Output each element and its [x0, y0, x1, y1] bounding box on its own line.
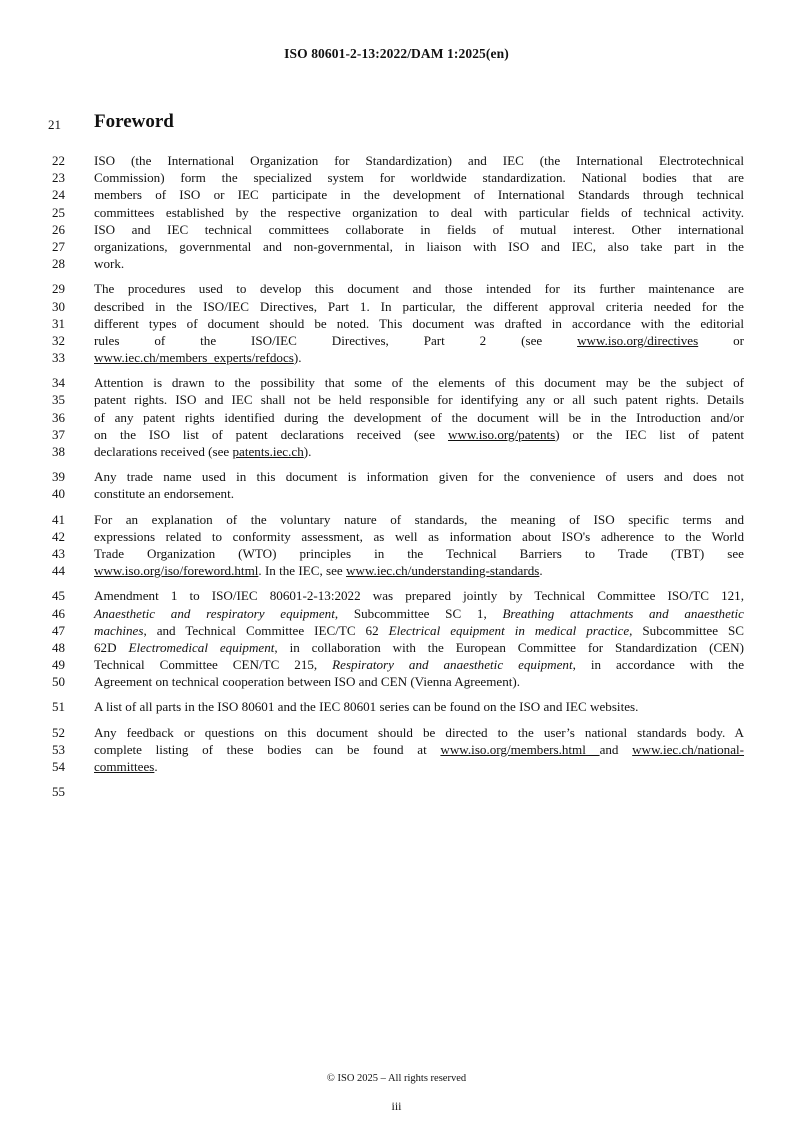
text-segment: declarations received (see — [94, 444, 233, 459]
text-segment: . In the IEC, see — [258, 563, 347, 579]
line-number: 30 — [52, 298, 65, 314]
text-segment: complete listing of these bodies can be found at — [94, 741, 441, 757]
line-text — [94, 332, 744, 349]
line-number: 49 — [52, 657, 65, 673]
text-line — [0, 639, 793, 656]
text-segment: rules of the ISO/IEC Directives, Part 2 (see — [94, 332, 578, 348]
text-line — [0, 315, 793, 332]
paragraph — [0, 511, 793, 580]
line-text — [94, 374, 744, 391]
paragraph — [0, 374, 793, 460]
line-number: 27 — [52, 238, 65, 254]
text-line — [0, 221, 793, 238]
line-text — [94, 528, 744, 545]
text-line — [0, 298, 793, 315]
text-line — [0, 511, 793, 528]
line-text — [94, 391, 744, 408]
line-number: 52 — [52, 724, 65, 740]
text-line — [0, 562, 793, 579]
line-text — [94, 426, 744, 443]
hyperlink[interactable]: www.iso.org/iso/foreword.html — [94, 563, 259, 579]
text-line — [0, 238, 793, 255]
text-segment: A list of all parts in the ISO 80601 and the IEC 80601 series can be found on the ISO and IEC websites. — [94, 699, 639, 715]
line-number: 47 — [52, 622, 65, 638]
italic-text: machines — [94, 622, 144, 638]
text-line — [0, 204, 793, 221]
text-line — [0, 605, 793, 622]
hyperlink[interactable]: www.iec.ch/national- — [632, 741, 745, 757]
line-number: 24 — [52, 187, 65, 203]
line-text — [94, 622, 744, 639]
text-line — [0, 528, 793, 545]
text-segment: , Subcommittee SC — [629, 622, 745, 638]
text-line — [0, 374, 793, 391]
text-segment: Trade Organization (WTO) principles in the Technical Barriers to Trade (TBT) see — [94, 545, 744, 561]
paragraph — [0, 152, 793, 272]
text-segment: , in accordance with the — [572, 657, 745, 673]
line-number: 38 — [52, 444, 65, 459]
text-line — [0, 587, 793, 604]
text-segment: ) or the IEC list of patent — [555, 426, 745, 442]
line-number: 36 — [52, 409, 65, 425]
text-line — [0, 169, 793, 186]
text-segment: . — [539, 563, 543, 579]
text-segment: Any feedback or questions on this document should be directed to the user’s national standards body. A — [94, 724, 744, 740]
text-segment: ISO and IEC technical committees collaborate in fields of mutual interest. Other international — [94, 221, 744, 237]
line-text — [94, 605, 744, 622]
line-number: 42 — [52, 528, 65, 544]
text-segment: Any trade name used in this document is information given for the convenience of users and does not — [94, 469, 744, 485]
text-line — [0, 724, 793, 741]
text-line — [0, 622, 793, 639]
italic-text: Breathing attachments and anaesthetic — [502, 605, 744, 621]
text-segment: The procedures used to develop this document and those intended for its further maintenance are — [94, 281, 744, 297]
line-number: 29 — [52, 281, 65, 297]
line-number: 55 — [52, 784, 65, 800]
text-line — [0, 741, 793, 758]
line-number: 33 — [52, 350, 65, 366]
line-number: 53 — [52, 741, 65, 757]
line-number: 50 — [52, 674, 65, 690]
text-segment: , Subcommittee SC 1, — [334, 605, 503, 621]
text-segment: constitute an endorsement. — [94, 486, 234, 502]
line-number: 46 — [52, 605, 65, 621]
line-number: 40 — [52, 486, 65, 502]
line-text — [94, 741, 744, 758]
text-segment: ISO (the International Organization for Standardization) and IEC (the International Electrotechnical — [94, 153, 744, 168]
text-segment: Commission) form the specialized system for worldwide standardization. National bodies that are — [94, 170, 744, 186]
italic-text: Electrical equipment in medical practice — [388, 622, 630, 638]
line-number: 22 — [52, 153, 65, 168]
line-text — [94, 511, 744, 528]
text-segment: or — [698, 332, 744, 348]
line-text — [94, 724, 744, 741]
line-text — [94, 698, 744, 715]
paragraph — [0, 698, 793, 715]
line-number: 43 — [52, 545, 65, 561]
hyperlink[interactable]: www.iec.ch/members_experts/refdocs — [94, 350, 294, 366]
hyperlink[interactable]: committees — [94, 759, 155, 774]
line-text — [94, 349, 744, 366]
line-number: 41 — [52, 511, 65, 527]
text-segment: committees established by the respective organization to deal with particular fields of technical activity. — [94, 204, 744, 220]
paragraph — [0, 280, 793, 366]
hyperlink[interactable]: patents.iec.ch — [232, 444, 304, 459]
text-line — [0, 391, 793, 408]
text-segment: of any patent rights identified during the development of the document will be in the Introduction and/or — [94, 409, 744, 425]
line-text — [94, 485, 744, 502]
line-number: 37 — [52, 426, 65, 442]
line-text — [94, 280, 744, 297]
line-number: 35 — [52, 392, 65, 408]
line-number: 23 — [52, 170, 65, 186]
line-number: 21 — [48, 117, 61, 132]
text-segment: work. — [94, 256, 125, 272]
line-number: 44 — [52, 563, 65, 579]
text-segment: For an explanation of the voluntary nature of standards, the meaning of ISO specific terms and — [94, 511, 744, 527]
text-segment: ). — [303, 444, 312, 459]
text-line — [0, 409, 793, 426]
text-line — [0, 443, 793, 460]
line-text — [94, 758, 744, 775]
line-text — [94, 545, 744, 562]
line-number: 34 — [52, 375, 65, 391]
line-number: 28 — [52, 256, 65, 272]
text-line — [0, 426, 793, 443]
text-line — [0, 485, 793, 502]
text-segment: , and Technical Committee IEC/TC 62 — [143, 622, 389, 638]
line-text — [94, 204, 744, 221]
line-text — [94, 673, 744, 690]
paragraph — [0, 468, 793, 502]
text-segment: patent rights. ISO and IEC shall not be held responsible for identifying any or all such patent rights. Details — [94, 392, 744, 408]
paragraph — [0, 783, 793, 800]
line-text — [94, 562, 744, 579]
italic-text: Anaesthetic and respiratory equipment — [94, 605, 335, 621]
text-segment: . — [154, 759, 158, 774]
text-segment: , in collaboration with the European Committee for Standardization (CEN) — [274, 639, 744, 655]
line-number: 32 — [52, 332, 65, 348]
section-title: Foreword — [94, 111, 174, 132]
text-segment: and — [599, 741, 633, 757]
line-text — [94, 152, 744, 169]
text-line — [0, 468, 793, 485]
text-line — [0, 758, 793, 775]
text-segment: Attention is drawn to the possibility that some of the elements of this document may be the subject of — [94, 375, 744, 391]
foreword-heading — [0, 111, 793, 137]
foreword-body — [0, 152, 793, 808]
line-number: 26 — [52, 221, 65, 237]
line-text — [94, 315, 744, 332]
copyright-footer: © ISO 2025 – All rights reserved — [326, 1073, 467, 1084]
document-header: ISO 80601-2-13:2022/DAM 1:2025(en) — [284, 46, 509, 61]
text-line — [0, 783, 793, 800]
hyperlink[interactable]: www.iec.ch/understanding-standards — [346, 563, 540, 579]
paragraph — [0, 724, 793, 776]
paragraph — [0, 587, 793, 690]
hyperlink[interactable]: www.iso.org/patents — [447, 426, 556, 442]
line-text — [94, 443, 744, 460]
line-text — [94, 221, 744, 238]
line-text — [94, 169, 744, 186]
line-text — [94, 186, 744, 203]
line-number: 31 — [52, 315, 65, 331]
line-text — [94, 468, 744, 485]
hyperlink[interactable]: www.iso.org/directives — [577, 332, 699, 348]
text-segment: Amendment 1 to ISO/IEC 80601-2-13:2022 was prepared jointly by Technical Committee ISO/TC 121, — [94, 588, 744, 604]
text-line — [0, 332, 793, 349]
line-text — [94, 298, 744, 315]
line-text — [94, 587, 744, 604]
text-segment: ). — [293, 350, 302, 366]
line-text — [94, 409, 744, 426]
text-segment: organizations, governmental and non-governmental, in liaison with ISO and IEC, also take part in the — [94, 238, 744, 254]
line-number: 54 — [52, 759, 65, 774]
italic-text: Respiratory and anaesthetic equipment — [332, 657, 573, 673]
line-number: 39 — [52, 469, 65, 485]
text-segment: described in the ISO/IEC Directives, Part 1. In particular, the different approval criteria needed for the — [94, 298, 744, 314]
text-line — [0, 280, 793, 297]
italic-text: Electromedical equipment — [128, 639, 275, 655]
line-text — [94, 238, 744, 255]
line-text — [94, 639, 744, 656]
text-segment: different types of document should be noted. This document was drafted in accordance with the editorial — [94, 315, 744, 331]
text-line — [0, 545, 793, 562]
text-segment: Agreement on technical cooperation between ISO and CEN (Vienna Agreement). — [94, 674, 521, 690]
line-number: 25 — [52, 204, 65, 220]
hyperlink[interactable]: www.iso.org/members.html — [440, 741, 600, 757]
line-number: 48 — [52, 639, 65, 655]
text-line — [0, 186, 793, 203]
page-number: iii — [391, 1099, 402, 1113]
line-number: 51 — [52, 699, 65, 715]
text-segment: on the ISO list of patent declarations received (see — [94, 426, 448, 442]
text-segment: expressions related to conformity assessment, as well as information about ISO's adherence to the World — [94, 528, 744, 544]
text-line — [0, 698, 793, 715]
line-number: 45 — [52, 588, 65, 604]
text-segment: members of ISO or IEC participate in the development of International Standards through technical — [94, 187, 744, 203]
text-line — [0, 349, 793, 366]
text-line — [0, 673, 793, 690]
text-segment: 62D — [94, 639, 129, 655]
text-line — [0, 152, 793, 169]
text-line — [0, 656, 793, 673]
line-text — [94, 656, 744, 673]
line-text — [94, 255, 744, 272]
text-segment: Technical Committee CEN/TC 215, — [94, 657, 333, 673]
text-line — [0, 255, 793, 272]
